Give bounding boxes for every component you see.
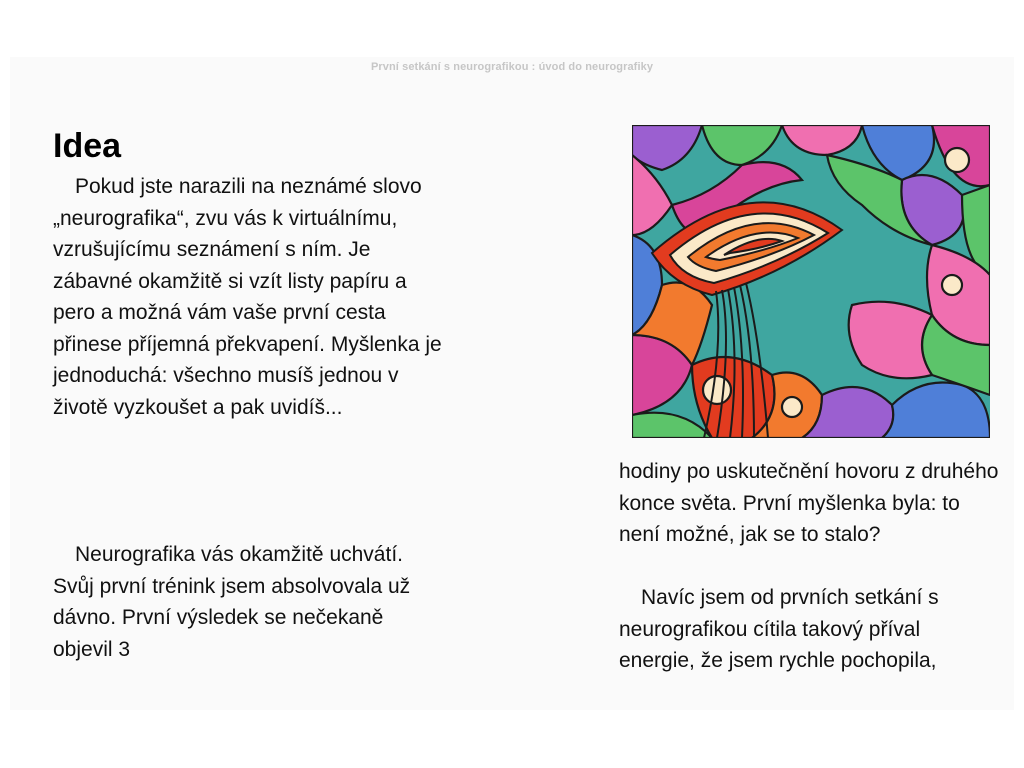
paragraph-continuation: hodiny po uskutečnění hovoru z druhého konce světa. První myšlenka byla: to není možné, jak se to stalo? — [619, 460, 999, 546]
running-header: První setkání s neurografikou : úvod do neurografiky — [370, 61, 654, 73]
neurographic-illustration — [632, 125, 990, 438]
paragraph-first-training: Neurografika vás okamžitě uchvátí. Svůj první trénink jsem absolvovala už dávno. První výsledek se nečekaně objevil 3 — [53, 543, 411, 661]
paragraph-intro: Pokud jste narazili na neznámé slovo „neurografika“, zvu vás k virtuálnímu, vzrušujícímu seznámení s ním. Je zábavné okamžitě si vzít listy papíru a pero a možná vám vaše první cesta přinese příjemná překvapení. Myšlenka je jednoduchá: všechno musíš jednou v životě vyzkoušet a pak uvidíš... — [53, 175, 442, 419]
paragraph-energy: Navíc jsem od prvních setkání s neurografikou cítila takový příval energie, že jsem rychle pochopila, — [619, 586, 939, 672]
illustration-svg — [632, 125, 990, 438]
section-heading: Idea — [53, 127, 122, 165]
